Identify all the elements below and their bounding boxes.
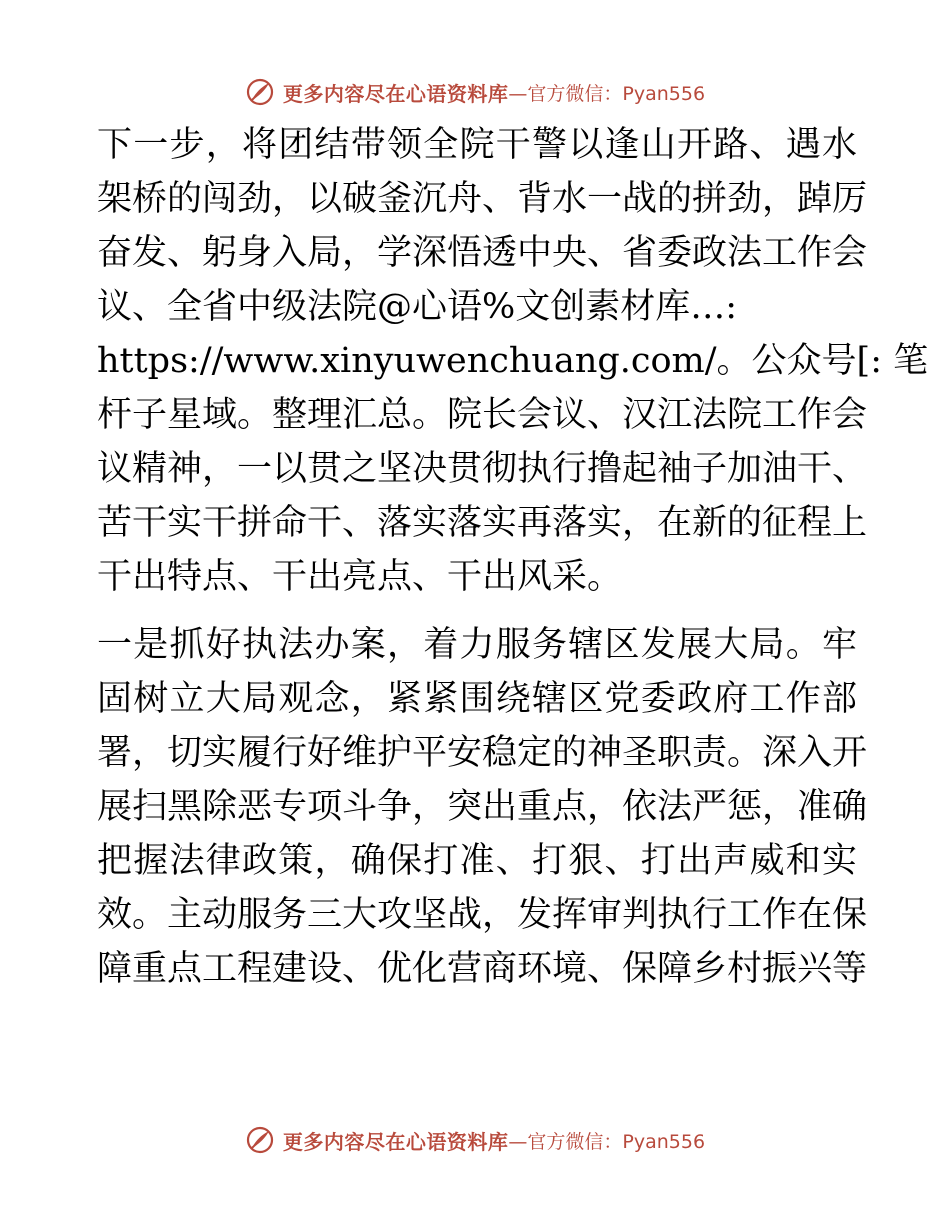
text-line: 干出特点、干出亮点、干出风采。 bbox=[97, 557, 623, 597]
text-line: 杆子星域。整理汇总。院长会议、汉江法院工作会 bbox=[97, 395, 868, 435]
watermark-wechat-text: —官方微信：Pyan556 bbox=[508, 1130, 706, 1153]
quill-logo-icon bbox=[245, 77, 275, 107]
text-line: 奋发、躬身入局，学深悟透中央、省委政法工作会 bbox=[97, 233, 868, 273]
footer-watermark bbox=[0, 1120, 950, 1160]
watermark-wechat-text: —官方微信：Pyan556 bbox=[508, 82, 706, 105]
body-text bbox=[97, 118, 929, 996]
text-line: 展扫黑除恶专项斗争，突出重点，依法严惩，准确 bbox=[97, 787, 868, 827]
watermark-brand-text: 更多内容尽在心语资料库 bbox=[282, 1129, 509, 1154]
paragraph bbox=[97, 118, 929, 604]
text-line: 苦干实干拼命干、落实落实再落实，在新的征程上 bbox=[97, 503, 868, 543]
text-line: 议、全省中级法院@心语%文创素材库…: bbox=[97, 287, 738, 327]
quill-logo-icon bbox=[245, 1125, 275, 1155]
paragraph-gap bbox=[97, 604, 857, 618]
text-line: 署，切实履行好维护平安稳定的神圣职责。深入开 bbox=[97, 733, 868, 773]
text-line: 障重点工程建设、优化营商环境、保障乡村振兴等 bbox=[97, 949, 868, 989]
text-line: https://www.xinyuwenchuang.com/。公众号[: 笔 bbox=[97, 341, 929, 381]
watermark-brand-text: 更多内容尽在心语资料库 bbox=[282, 81, 509, 106]
text-line: 一是抓好执法办案，着力服务辖区发展大局。牢 bbox=[97, 625, 857, 665]
header-watermark bbox=[0, 72, 950, 112]
text-line: 架桥的闯劲，以破釜沉舟、背水一战的拼劲，踔厉 bbox=[97, 179, 868, 219]
paragraph bbox=[97, 618, 868, 996]
text-line: 效。主动服务三大攻坚战，发挥审判执行工作在保 bbox=[97, 895, 868, 935]
text-line: 固树立大局观念，紧紧围绕辖区党委政府工作部 bbox=[97, 679, 857, 719]
text-line: 下一步，将团结带领全院干警以逢山开路、遇水 bbox=[97, 125, 857, 165]
text-line: 议精神，一以贯之坚决贯彻执行撸起袖子加油干、 bbox=[97, 449, 868, 489]
text-line: 把握法律政策，确保打准、打狠、打出声威和实 bbox=[97, 841, 857, 881]
